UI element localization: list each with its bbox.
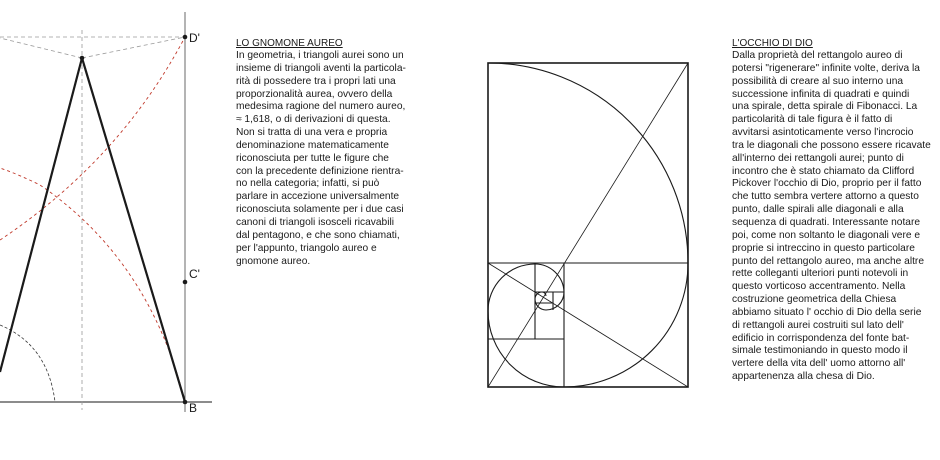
eye-of-god-title: L'OCCHIO DI DIO [732,38,813,49]
point-c-prime [183,280,188,285]
eye-of-god-body: Dalla proprietà del rettangolo aureo di potersi "rigenerare" infinite volte, deriva la possibilità di creare al suo interno una successione infinita di quadrati e quindi una spirale, detta spirale di Fibonacci. La particolarità di tale figura è il fatto di avvitarsi asintoticamente verso l'incrocio tra le diagonali che possono essere ricavate all'interno dei rettangoli aurei; punto di incontro che è stato chiamato da Clifford Pickover l'occhio di Dio, proprio per il fatto che tutto sembra vertere attorno a questo punto, dalle spirali alle diagonali e alla sequenza di quadrati. Interessante notare poi, come non soltanto le diagonali vere e proprie si intreccino in questo particolare punto del rettangolo aureo, ma anche altre rette colleganti ulteriori punti notevoli in questo vorticoso accentramento. Nella costruzione geometrica della Chiesa abbiamo situato l' occhio di Dio della serie di rettangoli aurei costruiti sul lato dell' edificio in corrispondenza del fonte bat- simale testimoniando in questo modo il vertere della vita dell' uomo attorno all' appartenenza alla chesa di Dio. [732,50,931,383]
label-d-prime: D' [189,31,200,45]
point-d-prime [183,35,188,40]
gnomon-title: LO GNOMONE AUREO [236,38,343,49]
apex-point [80,56,85,61]
gnomon-text-block [236,37,466,268]
gnomon-body: In geometria, i triangoli aurei sono un insieme di triangoli aventi la particola- rità di possedere tra i propri lati una proporzionalità aurea, ovvero della medesima ragione del numero aureo, ≈ 1,618, o di derivazioni di questa. Non si tratta di una vera e propria denominazione matematicamente riconosciuta per tutte le figure che con la precedente definizione rientra- no nella categoria; infatti, si può parlare in accezione universalmente riconosciuta solamente per i due casi canoni di triangoli isosceli ricavabili dal pentagono, e che sono chiamati, per l'appunto, triangolo aureo e gnomone aureo. [236,50,406,267]
eye-of-god-text-block [732,37,940,384]
fibonacci-spiral-diagram [484,0,694,460]
triangle-right-side [82,58,185,402]
diagonal-main [488,63,688,387]
diagonal-secondary [488,263,688,387]
point-b [183,400,188,405]
construction-arc-inner [0,168,185,402]
apex-ray-right [82,37,185,58]
triangle-left-side [0,58,82,372]
label-b: B [189,401,198,415]
construction-arc-outer [0,37,185,240]
apex-ray-left [0,38,82,58]
label-c-prime: C' [189,267,200,281]
golden-gnomon-diagram [0,0,225,460]
